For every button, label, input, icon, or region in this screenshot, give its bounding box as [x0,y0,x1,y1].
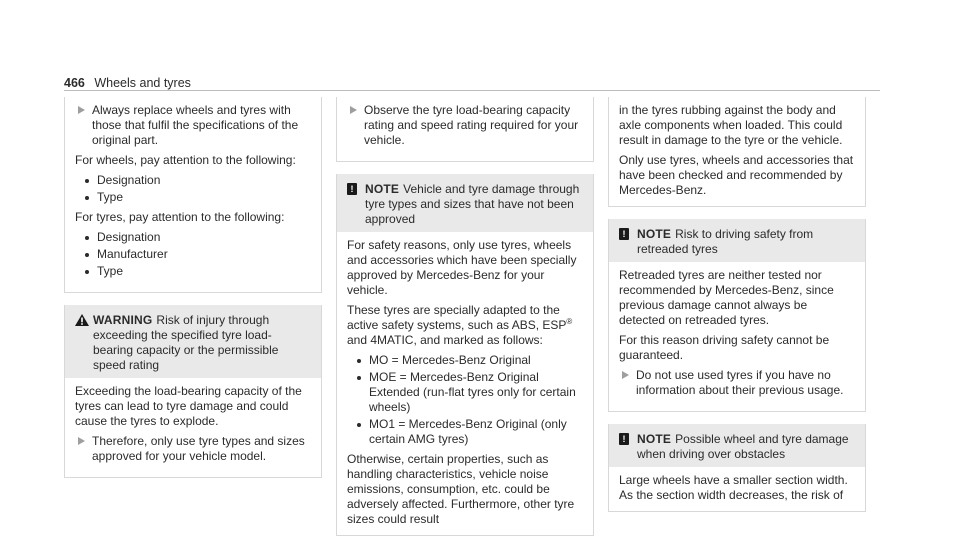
note-paragraph: Otherwise, certain properties, such as handling characteristics, vehicle noise emissions, consumption, etc. could be adversely affected. Furthermore, other tyre sizes could result [347,452,575,526]
bullet-icon [85,196,89,200]
note-keyword: NOTE [637,227,672,241]
note-paragraph: For safety reasons, only use tyres, wheels and accessories which have been specially approved by Mercedes-Benz for your vehicle. [347,238,577,297]
column-2 [336,97,594,536]
page-header [64,76,191,91]
replacement-info-box [64,97,322,293]
bullet-icon [357,359,361,363]
step-arrow-icon [622,371,629,379]
continuation-paragraph: in the tyres rubbing against the body and axle components when loaded. This could result in damage to the tyre or the vehicle. [619,103,843,147]
note-paragraph: Large wheels have a smaller section width. As the section width decreases, the risk of [619,473,848,502]
load-rating-box [336,97,594,162]
instruction-step: Do not use used tyres if you have no information about their previous usage. [619,368,855,398]
note-keyword: NOTE [365,182,400,196]
bullet-icon [357,376,361,380]
bullet-icon [85,270,89,274]
tyres-intro: For tyres, pay attention to the following: [75,210,285,224]
list-item: Designation [85,173,311,188]
wheels-intro: For wheels, pay attention to the following: [75,153,296,167]
note-title: Possible wheel and tyre damage when driving over obstacles [637,432,849,461]
note-box-obstacles [608,424,866,512]
warning-header [65,305,321,378]
column-1 [64,97,322,478]
continuation-paragraph: Only use tyres, wheels and accessories that have been checked and recommended by Mercedes-Benz. [619,153,854,197]
bullet-icon [85,179,89,183]
bullet-icon [357,423,361,427]
note-header [337,174,593,232]
note-box-retreaded [608,219,866,412]
wheels-list [75,173,311,205]
note-title: Risk to driving safety from retreaded tyres [637,227,814,256]
list-item: MO1 = Mercedes-Benz Original (only certain AMG tyres) [357,417,583,447]
page-number: 466 [64,76,85,90]
list-item: MOE = Mercedes-Benz Original Extended (run-flat tyres only for certain wheels) [357,370,583,415]
note-title: Vehicle and tyre damage through tyre types and sizes that have not been approved [365,182,580,226]
exclamation-icon: ! [619,433,629,445]
note-box [336,174,594,536]
step-arrow-icon [78,106,85,114]
step-arrow-icon [78,437,85,445]
tyre-marking-list [347,353,583,447]
warning-title: Risk of injury through exceeding the specified tyre load-bearing capacity or the permissible speed rating [93,313,279,372]
list-item: Type [85,264,311,279]
warning-keyword: WARNING [93,313,153,327]
exclamation-icon: ! [347,183,357,195]
instruction-step: Observe the tyre load-bearing capacity rating and speed rating required for your vehicle. [347,103,583,148]
note-paragraph: Retreaded tyres are neither tested nor recommended by Mercedes-Benz, since previous damage cannot always be detected on retreaded tyres. [619,268,834,327]
warning-box [64,305,322,478]
note-header [609,424,865,467]
continuation-box [608,97,866,207]
page-section-title: Wheels and tyres [94,76,191,90]
list-item: Type [85,190,311,205]
warning-triangle-icon [75,314,89,326]
header-divider [64,90,880,91]
column-3 [608,97,866,512]
step-arrow-icon [350,106,357,114]
list-item: Manufacturer [85,247,311,262]
bullet-icon [85,253,89,257]
list-item: Designation [85,230,311,245]
warning-body: Exceeding the load-bearing capacity of the tyres can lead to tyre damage and could cause the tyres to explode. [75,384,302,428]
tyres-list [75,230,311,279]
note-header [609,219,865,262]
note-paragraph: For this reason driving safety cannot be guaranteed. [619,333,830,362]
instruction-step: Therefore, only use tyre types and sizes approved for your vehicle model. [75,434,311,464]
instruction-step: Always replace wheels and tyres with those that fulfil the specifications of the original part. [75,103,311,148]
list-item: MO = Mercedes-Benz Original [357,353,583,368]
bullet-icon [85,236,89,240]
note-paragraph: These tyres are specially adapted to the active safety systems, such as ABS, ESP® and 4MATIC, and marked as follows: [347,303,573,347]
note-keyword: NOTE [637,432,672,446]
exclamation-icon: ! [619,228,629,240]
